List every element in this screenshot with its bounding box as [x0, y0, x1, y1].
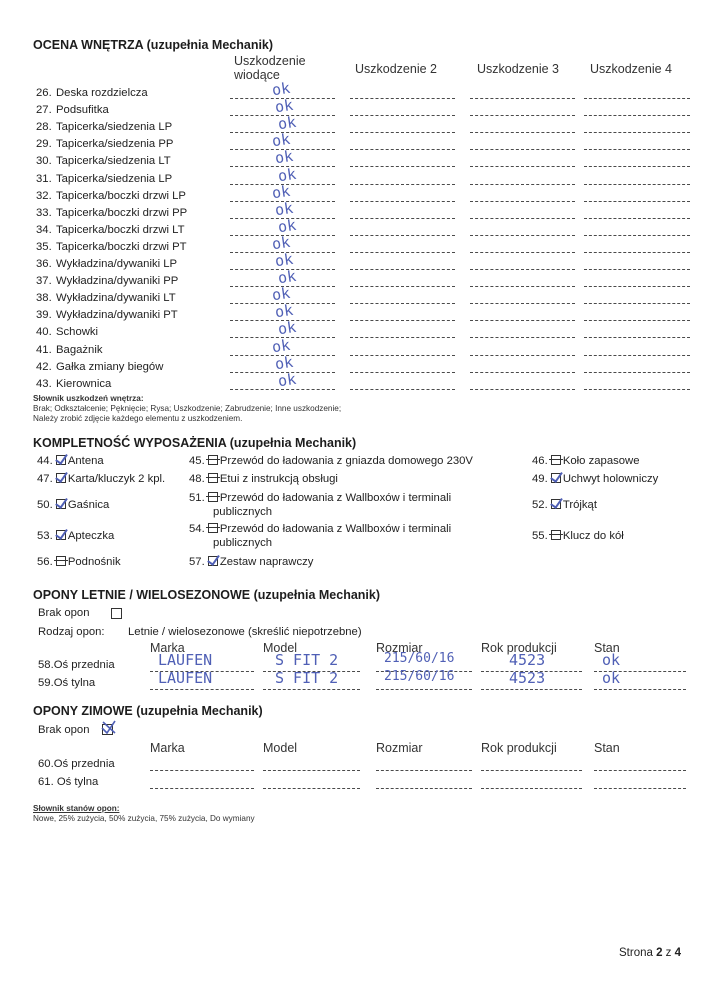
interior-row-label: Tapicerka/boczki drzwi LT — [56, 223, 185, 236]
damage-handwritten-ok: ok — [270, 335, 292, 356]
damage-field[interactable] — [584, 389, 690, 390]
interior-row-number: 31. — [36, 172, 52, 185]
equipment-item-number: 57. — [189, 556, 205, 568]
tire-column-header: Model — [263, 741, 298, 755]
damage-field[interactable] — [584, 303, 690, 304]
interior-row-number: 27. — [36, 104, 52, 117]
damage-field[interactable] — [350, 98, 455, 99]
damage-field[interactable] — [350, 252, 455, 253]
tire-handwritten-model: S FIT 2 — [275, 669, 339, 687]
damage-handwritten-ok: ok — [273, 198, 295, 219]
damage-field[interactable] — [350, 389, 455, 390]
tire-column-header: Stan — [594, 741, 620, 755]
equipment-item[interactable] — [532, 530, 624, 542]
equipment-checkbox[interactable] — [551, 473, 561, 483]
page-total: 4 — [674, 947, 682, 959]
damage-handwritten-ok: ok — [276, 164, 298, 185]
equipment-item-number: 47. — [37, 473, 53, 485]
equipment-checkbox[interactable] — [56, 530, 66, 540]
equipment-item-label: Uchwyt holowniczy — [562, 473, 659, 485]
interior-row-number: 29. — [36, 138, 52, 151]
equipment-item[interactable] — [532, 499, 597, 511]
glossary-title: Słownik uszkodzeń wnętrza: — [33, 394, 144, 403]
damage-field[interactable] — [470, 235, 575, 236]
tire-field[interactable] — [594, 788, 686, 789]
equipment-item-number: 51. — [189, 492, 205, 504]
damage-field[interactable] — [350, 235, 455, 236]
interior-row-number: 42. — [36, 360, 52, 373]
equipment-item-label-cont: publicznych — [213, 506, 273, 518]
interior-row-number: 30. — [36, 155, 52, 168]
damage-field[interactable] — [470, 355, 575, 356]
equipment-checkbox[interactable] — [56, 499, 66, 509]
equipment-item[interactable] — [189, 556, 313, 568]
equipment-checkbox[interactable] — [56, 455, 66, 465]
equipment-item[interactable] — [189, 492, 451, 504]
equipment-checkbox[interactable] — [56, 473, 66, 483]
tire-axle-label: 58.Oś przednia — [38, 659, 115, 671]
damage-handwritten-ok: ok — [270, 130, 292, 151]
col-header-main-1: Uszkodzenie — [234, 54, 306, 68]
tire-field[interactable] — [150, 770, 254, 771]
tire-column-header: Stan — [594, 641, 620, 655]
interior-row-label: Bagażnik — [56, 343, 103, 356]
damage-field[interactable] — [584, 166, 690, 167]
tire-field[interactable] — [263, 770, 360, 771]
equipment-item-label: Trójkąt — [562, 499, 597, 511]
tire-handwritten-rok: 4523 — [509, 669, 546, 687]
interior-row-number: 40. — [36, 326, 52, 339]
damage-field[interactable] — [350, 269, 455, 270]
damage-field[interactable] — [584, 184, 690, 185]
interior-row-label: Gałka zmiany biegów — [56, 360, 164, 373]
damage-field[interactable] — [470, 218, 575, 219]
interior-row-number: 37. — [36, 275, 52, 288]
damage-handwritten-ok: ok — [273, 95, 295, 117]
equipment-item-number: 44. — [37, 455, 53, 467]
equipment-item[interactable] — [37, 530, 114, 542]
damage-handwritten-ok: ok — [273, 249, 295, 271]
interior-row-label: Podsufitka — [56, 104, 109, 117]
damage-field[interactable] — [470, 252, 575, 253]
summer-type-label: Rodzaj opon: — [38, 626, 105, 638]
equipment-item[interactable] — [532, 455, 639, 467]
interior-row-label: Tapicerka/siedzenia LT — [56, 155, 171, 168]
damage-field[interactable] — [350, 355, 455, 356]
winter-missing-label: Brak opon — [38, 724, 90, 736]
equipment-item-label: Zestaw naprawczy — [219, 556, 314, 568]
equipment-item[interactable] — [37, 473, 165, 485]
page-number — [619, 947, 681, 959]
interior-row-number: 38. — [36, 292, 52, 305]
equipment-item-number: 53. — [37, 530, 53, 542]
equipment-item[interactable] — [189, 473, 338, 485]
tire-field[interactable] — [150, 788, 254, 789]
tire-handwritten-rozmiar: 215/60/16 — [384, 651, 455, 666]
interior-row-label: Kierownica — [56, 377, 112, 390]
interior-row-number: 39. — [36, 309, 52, 322]
summer-title: OPONY LETNIE / WIELOSEZONOWE (uzupełnia Mechanik) — [33, 588, 381, 602]
interior-row-label: Tapicerka/boczki drzwi PT — [56, 240, 187, 253]
tire-handwritten-stan: ok — [602, 651, 621, 669]
equipment-item[interactable] — [189, 523, 451, 535]
damage-field[interactable] — [470, 372, 575, 373]
damage-field[interactable] — [350, 286, 455, 287]
page-mid: z — [662, 947, 675, 959]
damage-handwritten-ok: ok — [273, 352, 295, 373]
damage-handwritten-ok: ok — [273, 147, 295, 168]
damage-field[interactable] — [350, 201, 455, 202]
tire-field[interactable] — [481, 770, 582, 771]
checkmark-icon — [100, 720, 118, 736]
tire-field[interactable] — [263, 788, 360, 789]
col-header-4: Uszkodzenie 4 — [590, 62, 672, 76]
equipment-item-label: Koło zapasowe — [562, 455, 640, 467]
damage-field[interactable] — [470, 269, 575, 270]
damage-field[interactable] — [350, 320, 455, 321]
tire-field[interactable] — [594, 770, 686, 771]
damage-field[interactable] — [584, 149, 690, 150]
interior-row-label: Tapicerka/siedzenia LP — [56, 121, 173, 134]
interior-title: OCENA WNĘTRZA (uzupełnia Mechanik) — [33, 38, 274, 52]
tire-column-header: Rozmiar — [376, 741, 423, 755]
interior-row-number: 41. — [36, 343, 52, 356]
interior-row-label: Wykładzina/dywaniki LP — [56, 258, 178, 270]
damage-handwritten-ok: ok — [273, 301, 295, 322]
equipment-checkbox[interactable] — [208, 492, 218, 502]
tire-column-header: Rok produkcji — [481, 641, 557, 655]
tire-column-header: Marka — [150, 741, 185, 755]
tire-handwritten-rozmiar: 215/60/16 — [384, 669, 455, 684]
damage-field[interactable] — [584, 218, 690, 219]
equipment-item-label: Etui z instrukcją obsługi — [219, 473, 338, 485]
interior-row-number: 43. — [36, 377, 52, 390]
tire-field[interactable] — [263, 689, 360, 690]
tire-field[interactable] — [376, 770, 472, 771]
damage-field[interactable] — [584, 355, 690, 356]
col-header-main-2: wiodące — [234, 68, 280, 82]
summer-type-value: Letnie / wielosezonowe (skreślić niepotrzebne) — [128, 626, 362, 638]
tire-column-header: Marka — [150, 641, 185, 655]
damage-field[interactable] — [350, 132, 455, 133]
damage-field[interactable] — [350, 184, 455, 185]
interior-row-label: Wykładzina/dywaniki PP — [56, 275, 179, 288]
equipment-checkbox[interactable] — [208, 473, 218, 483]
damage-handwritten-ok: ok — [270, 284, 292, 305]
interior-row-label: Tapicerka/boczki drzwi PP — [56, 206, 188, 219]
equipment-item[interactable] — [37, 499, 109, 511]
damage-field[interactable] — [584, 132, 690, 133]
equipment-item-label: Klucz do kół — [562, 530, 624, 542]
damage-field[interactable] — [350, 218, 455, 219]
tire-field[interactable] — [594, 689, 686, 690]
damage-field[interactable] — [584, 269, 690, 270]
equipment-item-number: 48. — [189, 473, 205, 485]
interior-row-label: Wykładzina/dywaniki PT — [56, 309, 178, 322]
interior-row-number: 32. — [36, 189, 52, 202]
interior-row-number: 28. — [36, 121, 52, 134]
interior-row-number: 26. — [36, 87, 52, 99]
equipment-item-number: 52. — [532, 499, 548, 511]
equipment-item-label: Przewód do ładowania z Wallboxów i terminali — [219, 523, 452, 535]
tire-handwritten-rok: 4523 — [509, 651, 546, 669]
tire-axle-label: 61. Oś tylna — [38, 776, 99, 788]
equipment-item-label: Podnośnik — [67, 556, 121, 568]
damage-field[interactable] — [470, 149, 575, 150]
summer-missing-checkbox[interactable] — [111, 608, 122, 619]
tire-field[interactable] — [150, 689, 254, 690]
tire-field[interactable] — [481, 689, 582, 690]
equipment-checkbox[interactable] — [56, 556, 66, 566]
tire-axle-label: 59.Oś tylna — [38, 677, 96, 689]
equipment-item[interactable] — [189, 455, 473, 467]
damage-field[interactable] — [584, 372, 690, 373]
interior-row-label: Tapicerka/boczki drzwi LP — [56, 189, 186, 202]
page-prefix: Strona — [619, 947, 657, 959]
equipment-item-label: Antena — [67, 455, 104, 467]
winter-title: OPONY ZIMOWE (uzupełnia Mechanik) — [33, 704, 263, 718]
col-header-3: Uszkodzenie 3 — [477, 62, 559, 76]
condition-text: Nowe, 25% zużycia, 50% zużycia, 75% zużycia, Do wymiany — [33, 814, 255, 823]
equipment-item-number: 54. — [189, 523, 205, 535]
condition-title: Słownik stanów opon: — [33, 804, 120, 813]
damage-field[interactable] — [584, 286, 690, 287]
damage-handwritten-ok: ok — [270, 232, 292, 254]
equipment-item[interactable] — [37, 556, 121, 568]
damage-field[interactable] — [470, 320, 575, 321]
tire-handwritten-marka: LAUFEN — [158, 651, 213, 669]
equipment-item-label: Gaśnica — [67, 499, 110, 511]
equipment-item-number: 56. — [37, 556, 53, 568]
damage-field[interactable] — [470, 184, 575, 185]
damage-field[interactable] — [470, 303, 575, 304]
damage-handwritten-ok: ok — [276, 369, 298, 390]
damage-field[interactable] — [584, 115, 690, 116]
damage-field[interactable] — [584, 98, 690, 99]
damage-field[interactable] — [470, 166, 575, 167]
damage-handwritten-ok: ok — [270, 181, 292, 202]
equipment-item[interactable] — [532, 473, 658, 485]
damage-field[interactable] — [470, 389, 575, 390]
interior-row-label: Deska rozdzielcza — [56, 87, 148, 99]
damage-field[interactable] — [470, 132, 575, 133]
equipment-checkbox[interactable] — [551, 455, 561, 465]
damage-field[interactable] — [350, 303, 455, 304]
damage-field[interactable] — [350, 372, 455, 373]
damage-field[interactable] — [350, 166, 455, 167]
damage-field[interactable] — [470, 115, 575, 116]
damage-field[interactable] — [584, 320, 690, 321]
equipment-item-number: 45. — [189, 455, 205, 467]
equipment-item-number: 46. — [532, 455, 548, 467]
equipment-title: KOMPLETNOŚĆ WYPOSAŻENIA (uzupełnia Mechanik) — [33, 436, 357, 450]
tire-field[interactable] — [481, 788, 582, 789]
damage-field[interactable] — [470, 286, 575, 287]
equipment-item[interactable] — [37, 455, 104, 467]
damage-field[interactable] — [350, 337, 455, 338]
tire-field[interactable] — [376, 689, 472, 690]
equipment-checkbox[interactable] — [208, 523, 218, 533]
glossary-text: Brak; Odkształcenie; Pęknięcie; Rysa; Uszkodzenie; Zabrudzenie; Inne uszkodzenie; — [33, 404, 342, 413]
interior-row-label: Tapicerka/siedzenia PP — [56, 138, 174, 151]
tire-handwritten-model: S FIT 2 — [275, 651, 339, 669]
damage-field[interactable] — [584, 252, 690, 253]
tire-column-header: Model — [263, 641, 298, 655]
damage-handwritten-ok: ok — [276, 113, 298, 134]
tire-field[interactable] — [376, 788, 472, 789]
damage-field[interactable] — [350, 115, 455, 116]
damage-handwritten-ok: ok — [276, 215, 298, 236]
interior-row-number: 35. — [36, 240, 52, 253]
equipment-checkbox[interactable] — [208, 556, 218, 566]
equipment-checkbox[interactable] — [551, 530, 561, 540]
interior-row-number: 33. — [36, 206, 52, 219]
damage-field[interactable] — [470, 337, 575, 338]
equipment-item-label-cont: publicznych — [213, 537, 273, 549]
damage-field[interactable] — [584, 201, 690, 202]
glossary-note: Należy zrobić zdjęcie każdego elementu z uszkodzeniem. — [33, 414, 243, 423]
damage-handwritten-ok: ok — [276, 318, 298, 339]
equipment-item-number: 50. — [37, 499, 53, 511]
col-header-2: Uszkodzenie 2 — [355, 62, 437, 76]
tire-column-header: Rok produkcji — [481, 741, 557, 755]
page-current: 2 — [656, 947, 663, 959]
tire-column-header: Rozmiar — [376, 641, 423, 655]
winter-missing-checkbox[interactable] — [102, 724, 113, 735]
tire-axle-label: 60.Oś przednia — [38, 758, 115, 770]
tire-handwritten-marka: LAUFEN — [158, 669, 213, 687]
summer-missing-label: Brak opon — [38, 607, 90, 619]
interior-row-label: Tapicerka/siedzenia LP — [56, 172, 173, 185]
equipment-item-label: Apteczka — [67, 530, 115, 542]
interior-row-label: Schowki — [56, 326, 99, 339]
interior-row-number: 36. — [36, 258, 52, 270]
damage-field[interactable] — [350, 149, 455, 150]
equipment-item-label: Karta/kluczyk 2 kpl. — [67, 473, 166, 485]
equipment-item-number: 55. — [532, 530, 548, 542]
interior-row-label: Wykładzina/dywaniki LT — [56, 292, 176, 305]
equipment-item-label: Przewód do ładowania z gniazda domowego 230V — [219, 455, 473, 467]
interior-row-number: 34. — [36, 223, 52, 236]
damage-field[interactable] — [584, 337, 690, 338]
tire-handwritten-stan: ok — [602, 669, 621, 687]
damage-handwritten-ok: ok — [276, 266, 298, 288]
damage-handwritten-ok: ok — [270, 78, 292, 100]
equipment-item-label: Przewód do ładowania z Wallboxów i terminali — [219, 492, 452, 504]
damage-field[interactable] — [470, 201, 575, 202]
damage-field[interactable] — [584, 235, 690, 236]
equipment-checkbox[interactable] — [551, 499, 561, 509]
damage-field[interactable] — [470, 98, 575, 99]
equipment-checkbox[interactable] — [208, 455, 218, 465]
equipment-item-number: 49. — [532, 473, 548, 485]
